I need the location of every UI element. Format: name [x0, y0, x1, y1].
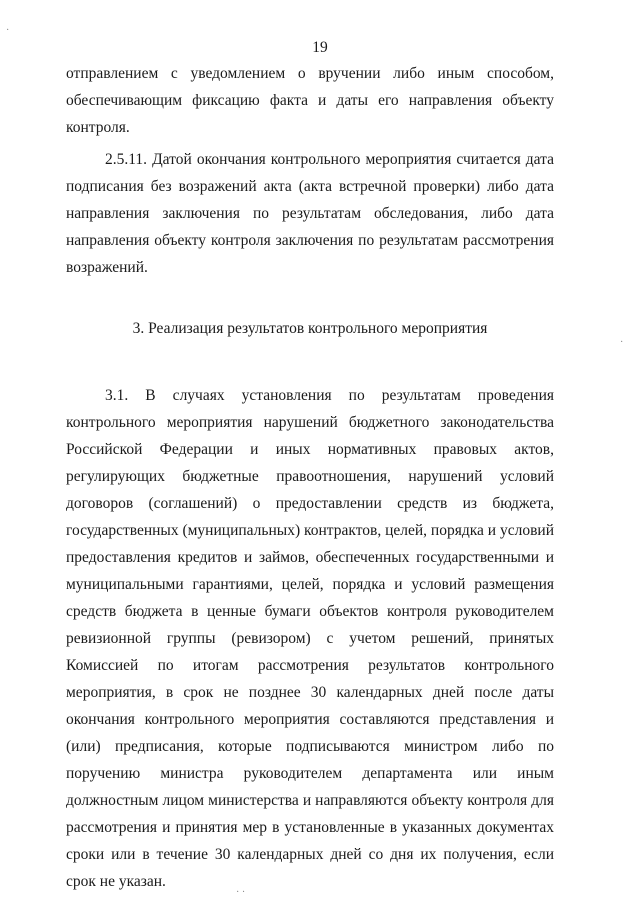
- paragraph-3-1: 3.1. В случаях установления по результатам проведения контрольного мероприятия нарушений бюджетного законодательства Российской Федерации и иных нормативных правовых актов, регулирующих бюджетные правоотношения, нарушений условий договоров (соглашений) о предоставлении средств из бюджета, государственных (муниципальных) контрактов, целей, порядка и условий предоставления кредитов и займов, обеспеченных государственными и муниципальными гарантиями, целей, порядка и условий размещения средств бюджета в ценные бумаги объектов контроля руководителем ревизионной группы (ревизором) с учетом решений, принятых Комиссией по итогам рассмотрения результатов контрольного мероприятия, в срок не позднее 30 календарных дней после даты окончания контрольного мероприятия составляются представления и (или) предписания, которые подписываются министром либо по поручению министра руководителем департамента или иным должностным лицом министерства и направляются объекту контроля для рассмотрения и принятия мер в установленные в указанных документах сроки или в течение 30 календарных дней со дня их получения, если срок не указан.: [66, 387, 554, 890]
- scan-speck: · ·: [236, 887, 246, 898]
- paragraph-2-5-11: 2.5.11. Датой окончания контрольного мероприятия считается дата подписания без возражений акта (акта встречной проверки) либо дата направления заключения по результатам обследования, либо дата направления объекту контроля заключения по результатам рассмотрения возражений.: [66, 151, 554, 276]
- section-heading: 3. Реализация результатов контрольного мероприятия: [132, 320, 488, 337]
- paragraph-continuation: отправлением с уведомлением о вручении либо иным способом, обеспечивающим фиксацию факта и даты его направления объекту контроля.: [66, 65, 554, 136]
- page-number: 19: [312, 39, 328, 56]
- document-body: [66, 60, 554, 895]
- scan-speck: ·: [620, 337, 624, 348]
- scan-speck: ·: [6, 25, 10, 36]
